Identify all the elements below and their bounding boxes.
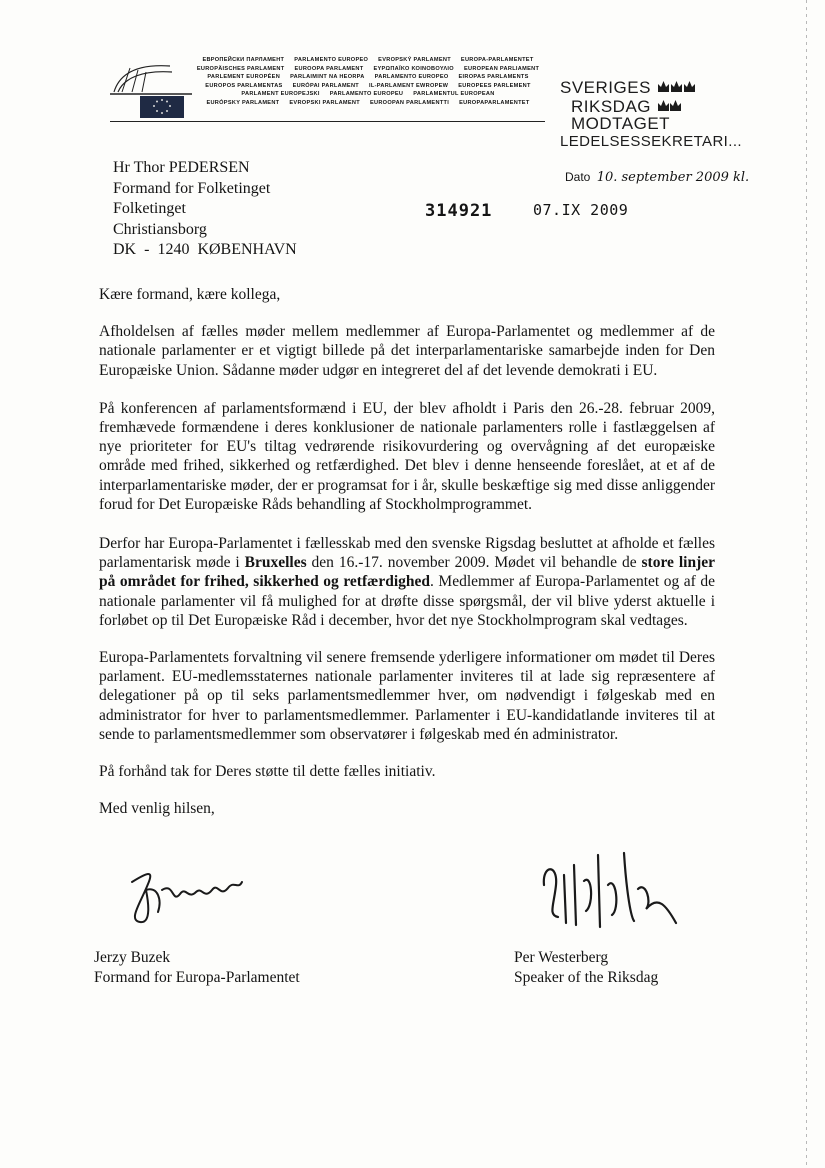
european-parliament-logo [110, 58, 194, 120]
letterhead-row: PARLEMENT EUROPÉEN PARLAIMINT NA HEORPA PARLAMENTO EUROPEO EIROPAS PARLAMENTS [207, 74, 529, 81]
registration-date: 07.IX 2009 [533, 201, 629, 219]
scan-edge-artifact [806, 0, 807, 1168]
recipient-name: Hr Thor PEDERSEN [113, 159, 250, 176]
recipient-title: Formand for Folketinget [113, 179, 271, 197]
signatory-left [94, 948, 300, 988]
letter-body [99, 285, 715, 818]
paragraph: Derfor har Europa-Parlamentet i fællesskab med den svenske Rigsdag besluttet at afholde et fælles parlamentarisk møde i Bruxelles den 16.-17. november 2009. Mødet vil behandle de store linjer på området for frihed, sikkerhed og retfærdighed. Medlemmer af Europa-Parlamentet og af de nationale parlamenter vil få mulighed for at drøfte disse spørgsmål, der vil blive yderst aktuelle i forløbet op til Det Europæiske Råd i december, hvor det nye Stockholmprogram skal vedtages. [99, 535, 716, 629]
recipient-address [113, 158, 297, 261]
paragraph: På konferencen af parlamentsformænd i EU, der blev afholdt i Paris den 26.-28. februar 2009, fremhævede formændene i deres konklusioner de nationale parlamenters rolle i fastlæggelsen af nye prioriteter for EU's tiltag vedrørende risikovurdering og overvågning af det europæiske område med frihed, sikkerhed og retfærdighed. Det blev i denne henseende foreslået, at et af de interparlamentariske møder, der er programsat for i år, skulle beskæftige sig med disse anliggender forud for Det Europæiske Råds behandling af Stockholmprogrammet. [99, 399, 715, 513]
signatory-title: Speaker of the Riksdag [514, 969, 659, 986]
letterhead-row: EUROPOS PARLAMENTAS EURÓPAI PARLAMENT IL-PARLAMENT EWROPEW EUROPEES PARLEMENT [205, 82, 531, 89]
paragraph: Europa-Parlamentets forvaltning vil senere fremsende yderligere informationer om mødet til Deres parlament. EU-medlemsstaternes nationale parlamenter inviteres til at lade sig repræsentere af delegationer på op til seks parlamentsmedlemmer hver, om nødvendigt i følgeskab med en administrator for hver to parlamentsmedlemmer. Parlamenter i EU-kandidatlande inviteres til at sende to parlamentsmedlemmer som observatører i følgeskab med én administrator. [99, 649, 715, 743]
riksdag-received-stamp [560, 78, 810, 152]
closing: Med venlig hilsen, [99, 800, 215, 818]
handwritten-date: 10. september 2009 kl. [596, 170, 750, 185]
letterhead-row: EURÓPSKY PARLAMENT EVROPSKI PARLAMENT EUROOPAN PARLAMENTTI EUROPAPARLAMENTET [206, 99, 530, 106]
signature-westerberg [534, 845, 694, 945]
three-crowns-icon [657, 78, 697, 97]
paragraph: På forhånd tak for Deres støtte til dette fælles initiativ. [99, 763, 436, 781]
signatory-name: Jerzy Buzek [94, 949, 171, 966]
letterhead-row: ЕВРОПЕЙСКИ ПАРЛАМЕНТ PARLAMENTO EUROPEO EVROPSKÝ PARLAMENT EUROPA-PARLAMENTET [202, 57, 534, 63]
stamp-line: SVERIGES [560, 78, 810, 97]
letterhead-language-names [188, 56, 548, 108]
stamp-line: LEDELSESSEKRETARI... [560, 133, 742, 150]
stamp-date: Dato 10. september 2009 kl. [565, 170, 750, 185]
recipient-city: DK - 1240 KØBENHAVN [113, 241, 297, 258]
recipient-building: Christiansborg [113, 220, 207, 238]
letterhead-divider [110, 121, 545, 122]
recipient-org: Folketinget [113, 200, 186, 217]
letterhead-row: EUROPÄISCHES PARLAMENT EUROOPA PARLAMENT ΕΥΡΩΠΑΪΚΟ ΚΟΙΝΟΒΟΥΛΙΟ EUROPEAN PARLIAMENT [196, 65, 540, 72]
letterhead-row: PARLAMENT EUROPEJSKI PARLAMENTO EUROPEU PARLAMENTUL EUROPEAN [241, 91, 495, 98]
paragraph: Afholdelsen af fælles møder mellem medlemmer af Europa-Parlamentet og medlemmer af de nationale parlamenter er et vigtigt billede på det interparlamentariske samarbejde inden for Den Europæiske Union. Sådanne møder udgør en integreret del af det levende demokrati i EU. [99, 323, 715, 379]
registration-number: 314921 [425, 201, 493, 221]
salutation: Kære formand, kære kollega, [99, 286, 281, 303]
signatory-right [514, 948, 658, 988]
signatory-name: Per Westerberg [514, 949, 609, 966]
signatory-title: Formand for Europa-Parlamentet [94, 969, 300, 986]
signature-buzek [118, 860, 268, 945]
stamp-line: MODTAGET [571, 114, 671, 133]
stamp-line: RIKSDAG [571, 97, 810, 116]
